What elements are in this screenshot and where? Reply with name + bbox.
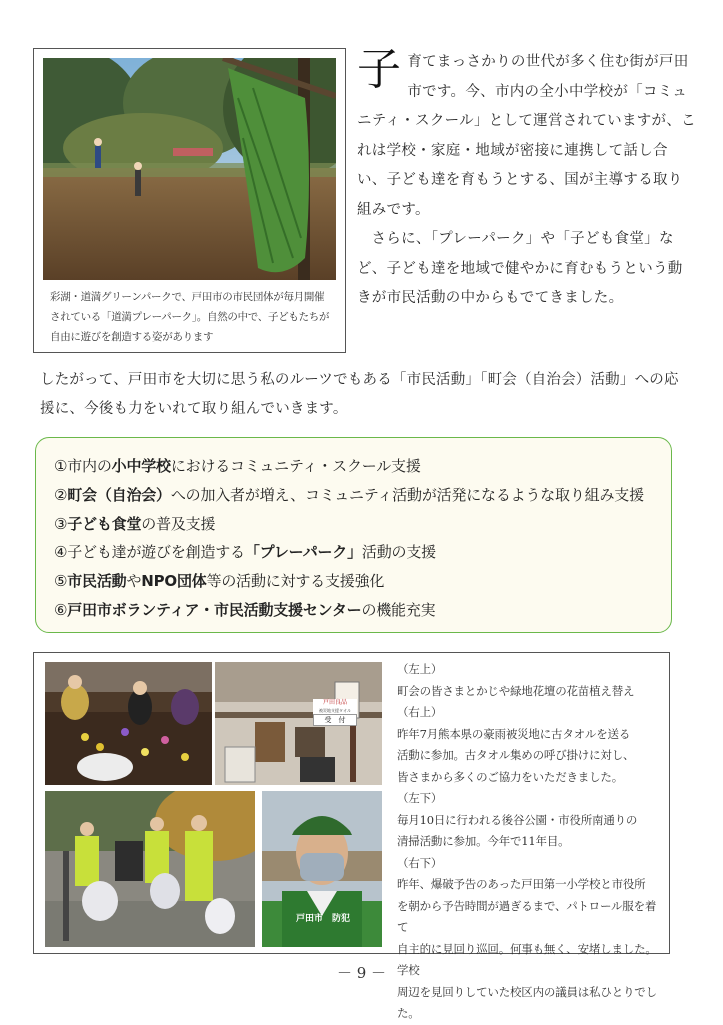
photo-cleanup-activity <box>45 791 255 947</box>
top-photo-box <box>33 48 346 353</box>
intro-paragraph-1: 育てまっさかりの世代が多く住む街が戸田市です。今、市内の全小中学校が「コミュニティ・スクール」として運営されていますが、これは学校・家庭・地域が密接に連携して話し合い、子ども達を育もうとする、国が主導する取り組みです。 <box>357 54 696 218</box>
intro-text <box>357 44 697 314</box>
support-item: ⑤市民活動やNPO団体等の活動に対する支援強化 <box>54 572 385 591</box>
support-item: ③子ども食堂の普及支援 <box>54 514 216 533</box>
caption-line: を朝から予告時間が過ぎるまで、パトロール服を着て <box>397 898 657 934</box>
photo-flower-planting <box>45 662 212 785</box>
caption-line: 昨年7月熊本県の豪雨被災地に古タオルを送る <box>397 726 631 741</box>
caption-line: 町会の皆さまとかじや緑地花壇の花苗植え替え <box>397 683 635 698</box>
photo-patrol-selfie <box>262 791 382 947</box>
caption-label: （右下） <box>397 855 443 870</box>
caption-line: 自主的に見回り巡回。何事も無く、安堵しました。学校 <box>397 941 657 977</box>
caption-line: 清掃活動に参加。今年で11年目。 <box>397 834 570 848</box>
caption-line: 皆さまから多くのご協力をいただきました。 <box>397 769 623 784</box>
caption-line: 毎月10日に行われる後谷公園・市役所南通りの <box>397 812 638 827</box>
top-photo-caption: 彩湖・道満グリーンパークで、戸田市の市民団体が毎月開催されている「道満プレーパーク」。自然の中で、子どもたちが自由に遊びを創造する姿があります <box>50 291 330 343</box>
caption-label: （右上） <box>397 705 443 719</box>
caption-line: 昨年、爆破予告のあった戸田第一小学校と市役所 <box>397 877 646 891</box>
page-number: － 9 － <box>336 964 387 982</box>
activity-photo-box <box>33 652 670 1020</box>
intro-paragraph-2: さらに、「プレーパーク」や「子ども食堂」など、子ども達を地域で健やかに育むもうという動きが市民活動の中からもでてきました。 <box>357 231 683 306</box>
donation-sign-receipt: 受 付 <box>313 714 357 726</box>
donation-sign-subtitle: 被災地支援タオル <box>313 707 357 714</box>
donation-sign-title: 戸田良品 <box>313 699 357 707</box>
support-list <box>54 452 644 625</box>
support-policy-box <box>35 437 672 633</box>
caption-label: （左上） <box>397 662 443 676</box>
support-item: ④子ども達が遊びを創造する「プレーパーク」活動の支援 <box>54 543 436 562</box>
photo-towel-donation <box>215 662 382 785</box>
drop-cap: 子 <box>357 44 402 95</box>
patrol-vest-text: 戸田市 防犯 <box>295 914 350 924</box>
support-item: ②町会（自治会）への加入者が増え、コミュニティ活動が活発になるような取り組み支援 <box>54 485 644 504</box>
lead-paragraph: したがって、戸田市を大切に思う私のルーツでもある「市民活動」「町会（自治会）活動」への応援に、今後も力をいれて取り組んでいきます。 <box>40 372 679 417</box>
caption-line: 周辺を見回りしていた校区内の議員は私ひとりでした。 <box>397 984 657 1020</box>
playpark-photo <box>43 58 336 280</box>
caption-label: （左下） <box>397 791 443 805</box>
caption-line: 活動に参加。古タオル集めの呼び掛けに対し、 <box>397 748 635 762</box>
support-item: ①市内の小中学校におけるコミュニティ・スクール支援 <box>54 457 421 475</box>
support-item: ⑥戸田市ボランティア・市民活動支援センターの機能充実 <box>54 600 436 619</box>
